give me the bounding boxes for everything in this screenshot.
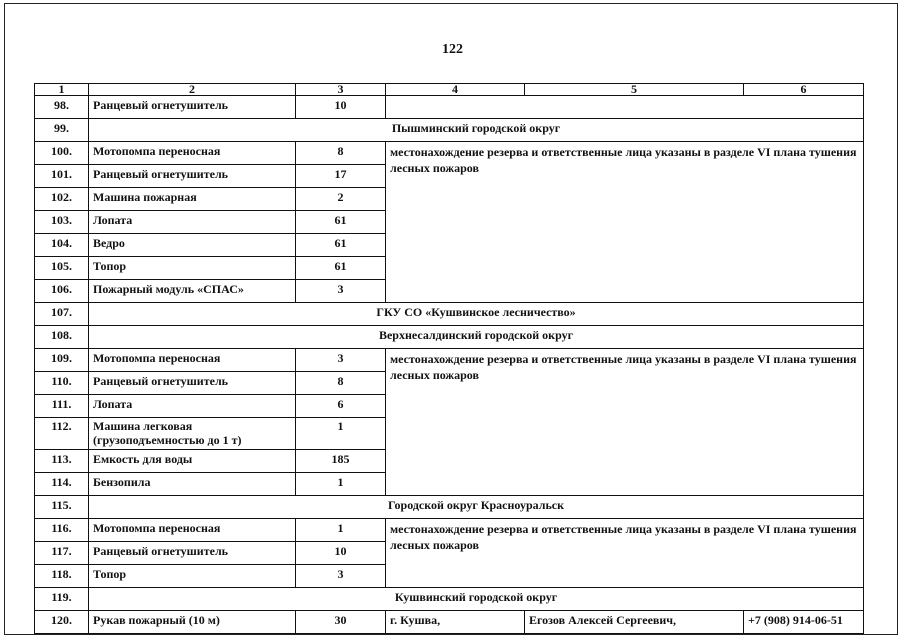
row-number: 103. [35, 211, 89, 234]
row-number: 108. [35, 326, 89, 349]
reserve-location-note: местонахождение резерва и ответственные лица указаны в разделе VI плана тушения лесных пожаров [386, 349, 864, 496]
item-name: Ранцевый огнетушитель [89, 165, 296, 188]
item-quantity: 61 [296, 257, 386, 280]
item-quantity: 1 [296, 519, 386, 542]
row-number: 111. [35, 395, 89, 418]
row-number: 113. [35, 450, 89, 473]
item-quantity: 8 [296, 142, 386, 165]
row-number: 105. [35, 257, 89, 280]
header-col-3: 3 [296, 84, 386, 96]
row-number: 116. [35, 519, 89, 542]
table-row-section [35, 326, 864, 349]
responsible-person: Егозов Алексей Сергеевич, [525, 611, 744, 634]
item-name: Машина пожарная [89, 188, 296, 211]
item-name: Ранцевый огнетушитель [89, 542, 296, 565]
item-quantity: 10 [296, 542, 386, 565]
header-col-2: 2 [89, 84, 296, 96]
table-row [35, 519, 864, 542]
row-number: 101. [35, 165, 89, 188]
item-name: Мотопомпа переносная [89, 519, 296, 542]
section-title: Пышминский городской округ [89, 119, 864, 142]
row-number: 107. [35, 303, 89, 326]
table-row-section [35, 588, 864, 611]
item-name: Топор [89, 257, 296, 280]
table-row-section [35, 119, 864, 142]
item-quantity: 3 [296, 565, 386, 588]
item-quantity: 3 [296, 349, 386, 372]
page-number: 122 [442, 42, 463, 57]
item-name: Мотопомпа переносная [89, 349, 296, 372]
item-quantity: 6 [296, 395, 386, 418]
item-quantity: 1 [296, 473, 386, 496]
section-title: Кушвинский городской округ [89, 588, 864, 611]
header-col-6: 6 [744, 84, 864, 96]
row-number: 99. [35, 119, 89, 142]
row-number: 102. [35, 188, 89, 211]
table-row [35, 611, 864, 634]
item-quantity: 1 [296, 418, 386, 450]
table-row [35, 349, 864, 372]
table-header-row [35, 84, 864, 96]
item-name [89, 418, 296, 450]
item-quantity: 30 [296, 611, 386, 634]
table-row-section [35, 496, 864, 519]
item-quantity: 8 [296, 372, 386, 395]
table-row [35, 96, 864, 119]
item-quantity: 61 [296, 211, 386, 234]
row-number: 104. [35, 234, 89, 257]
row-number: 109. [35, 349, 89, 372]
reserve-location: г. Кушва, [386, 611, 525, 634]
row-number: 106. [35, 280, 89, 303]
item-name: Лопата [89, 211, 296, 234]
section-title: Верхнесалдинский городской округ [89, 326, 864, 349]
row-number: 100. [35, 142, 89, 165]
header-col-5: 5 [525, 84, 744, 96]
row-number: 114. [35, 473, 89, 496]
section-title: Городской округ Красноуральск [89, 496, 864, 519]
item-name: Рукав пожарный (10 м) [89, 611, 296, 634]
row-number: 110. [35, 372, 89, 395]
item-name: Ранцевый огнетушитель [89, 372, 296, 395]
reserve-location-note: местонахождение резерва и ответственные лица указаны в разделе VI плана тушения лесных пожаров [386, 142, 864, 303]
row-number: 112. [35, 418, 89, 450]
reserve-table [34, 83, 864, 634]
item-quantity: 185 [296, 450, 386, 473]
contact-phone: +7 (908) 914-06-51 [744, 611, 864, 634]
row-number: 119. [35, 588, 89, 611]
item-quantity: 10 [296, 96, 386, 119]
reserve-location-note: местонахождение резерва и ответственные лица указаны в разделе VI плана тушения лесных пожаров [386, 519, 864, 588]
item-name: Емкость для воды [89, 450, 296, 473]
item-name: Мотопомпа переносная [89, 142, 296, 165]
item-name: Пожарный модуль «СПАС» [89, 280, 296, 303]
row-number: 98. [35, 96, 89, 119]
row-number: 118. [35, 565, 89, 588]
header-col-4: 4 [386, 84, 525, 96]
item-name: Ведро [89, 234, 296, 257]
row-number: 120. [35, 611, 89, 634]
table-row [35, 142, 864, 165]
row-number: 115. [35, 496, 89, 519]
item-name-line-1: Машина легковая [93, 419, 193, 433]
item-name: Ранцевый огнетушитель [89, 96, 296, 119]
section-title: ГКУ СО «Кушвинское лесничество» [89, 303, 864, 326]
header-col-1: 1 [35, 84, 89, 96]
table-row-section [35, 303, 864, 326]
item-quantity: 61 [296, 234, 386, 257]
item-quantity: 17 [296, 165, 386, 188]
item-name: Топор [89, 565, 296, 588]
item-name-line-2: (грузоподъемностью до 1 т) [93, 433, 242, 447]
item-quantity: 3 [296, 280, 386, 303]
item-name: Бензопила [89, 473, 296, 496]
item-name: Лопата [89, 395, 296, 418]
empty-cell [386, 96, 864, 119]
item-quantity: 2 [296, 188, 386, 211]
row-number: 117. [35, 542, 89, 565]
